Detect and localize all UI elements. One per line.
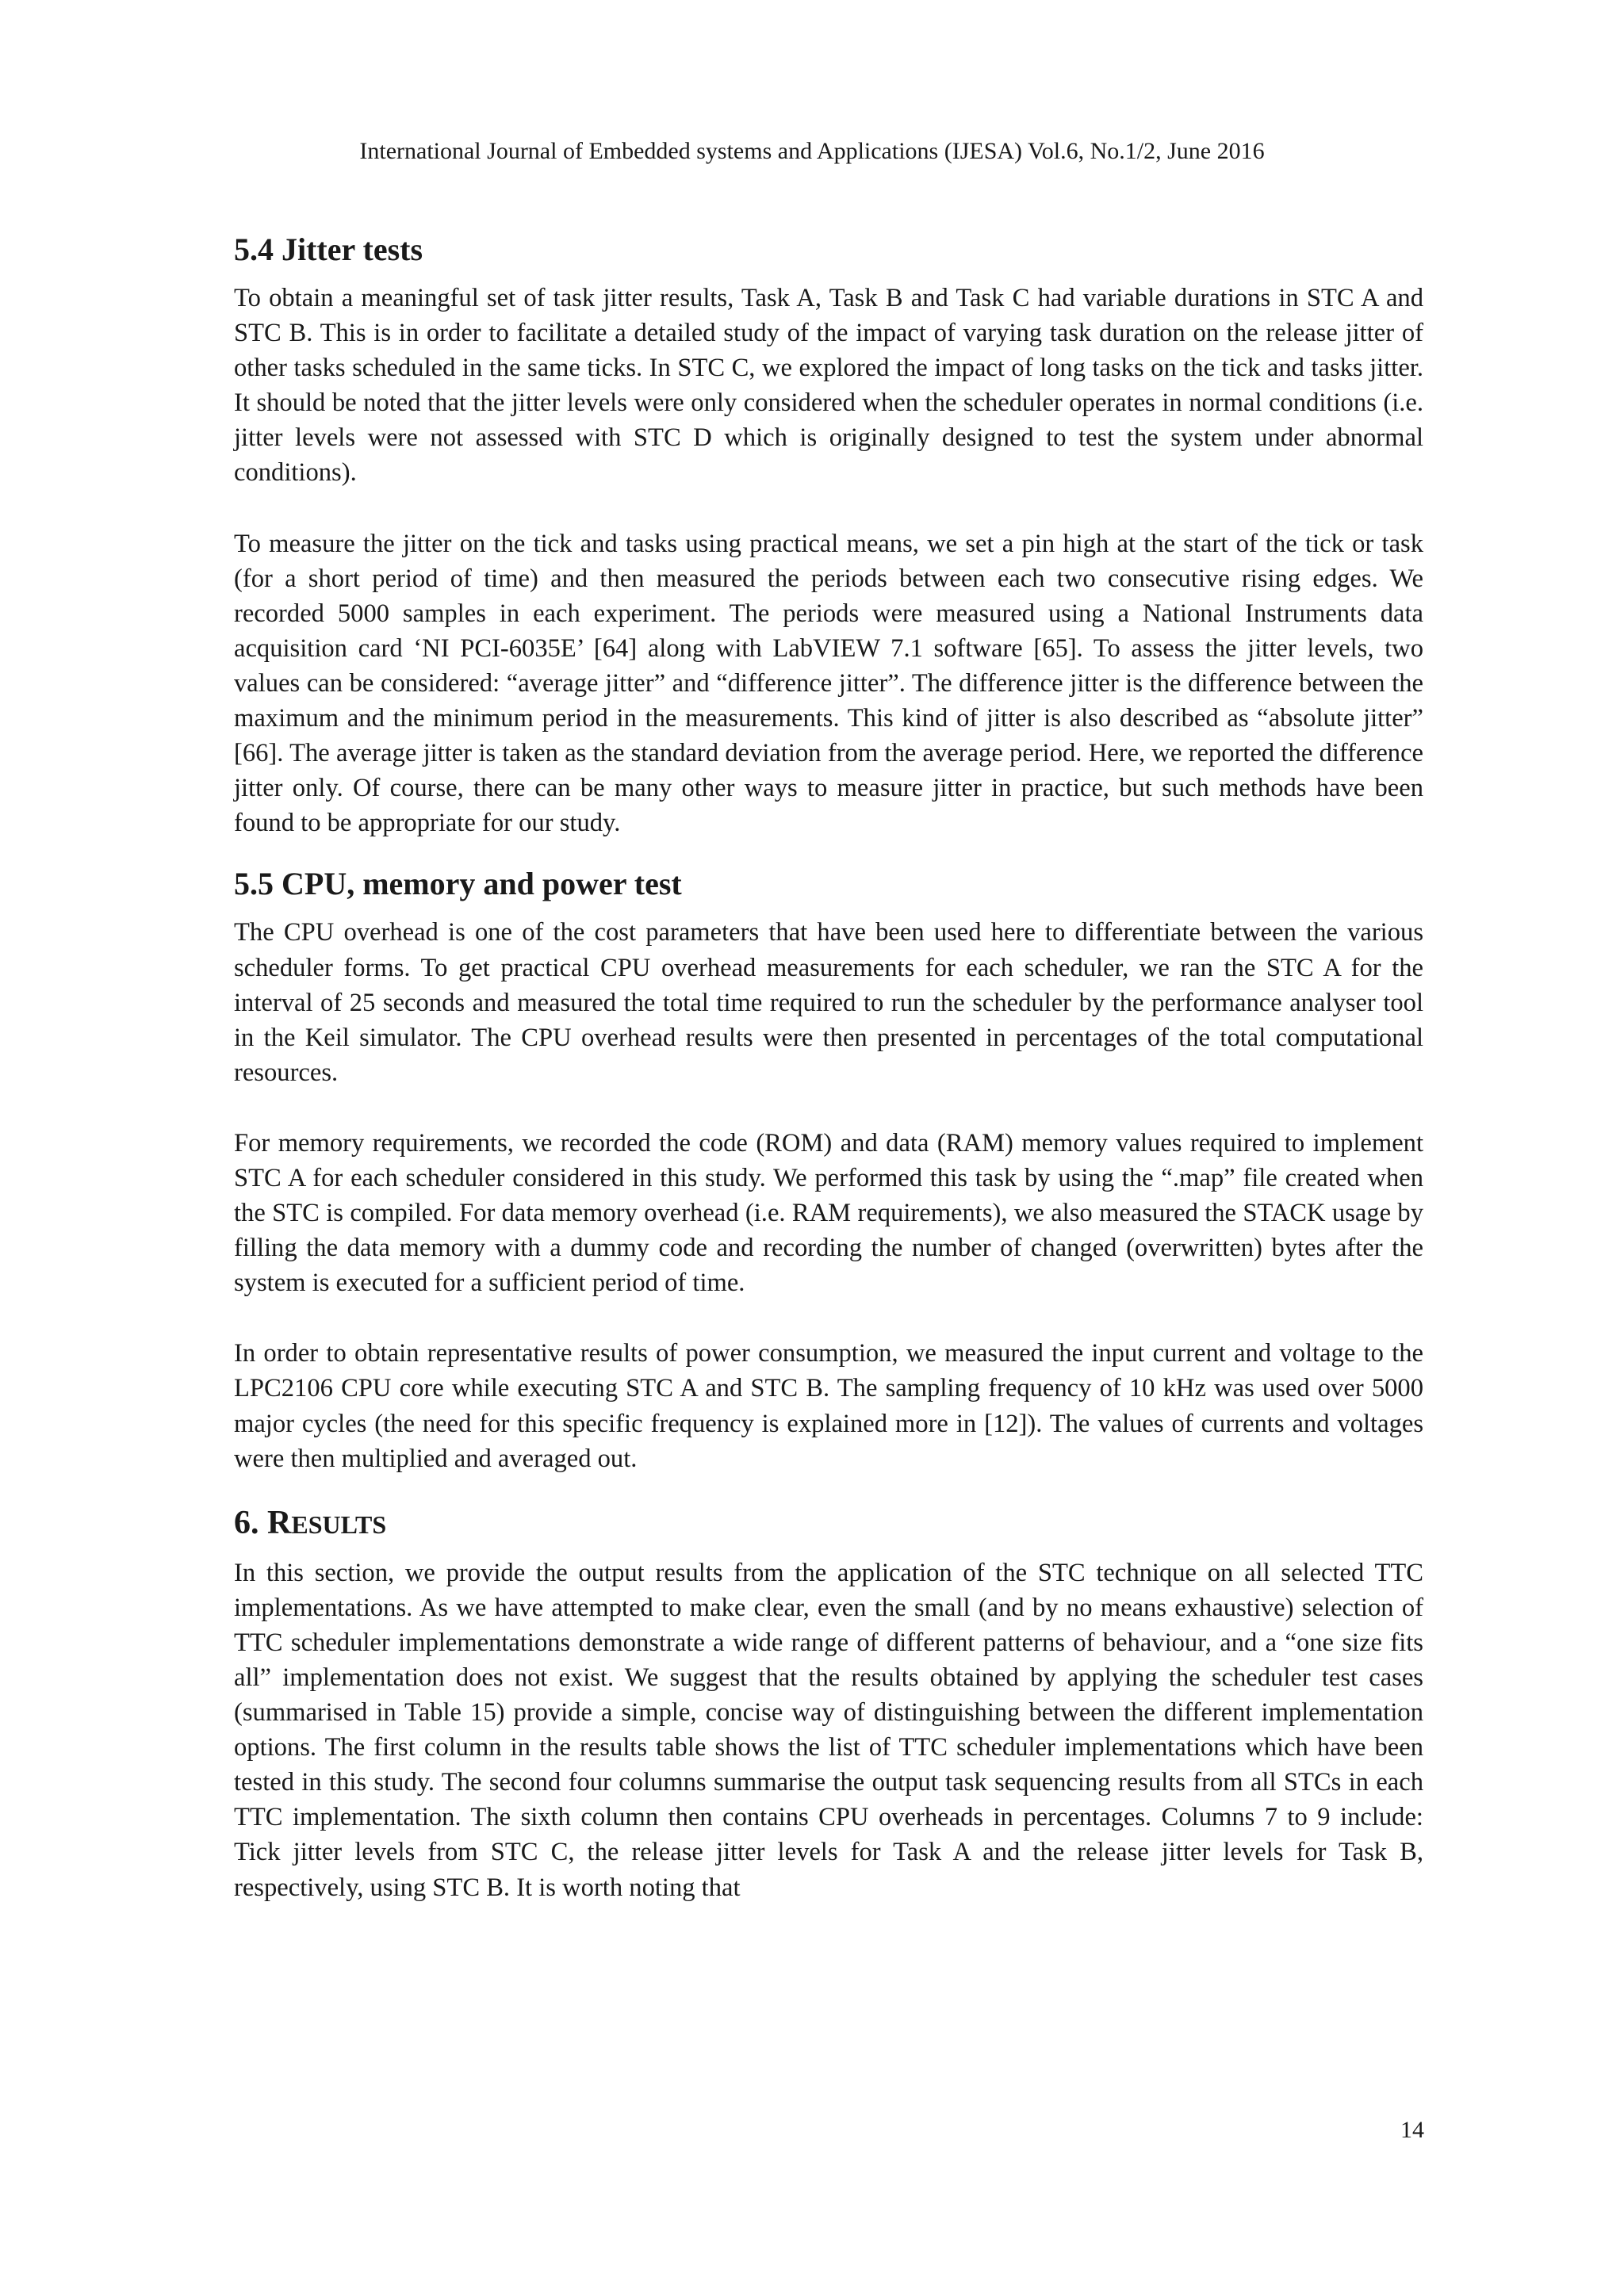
section-5-5-paragraph-3: In order to obtain representative results of power consumption, we measured the input current and voltage to the LPC2106 CPU core while executing STC A and STC B. The sampling frequency of 10 kHz was used over 5000 major cycles (the need for this specific frequency is explained more in [12]). The values of currents and voltages were then multiplied and averaged out. [234,1339,1423,1473]
section-5-4-paragraph-1: To obtain a meaningful set of task jitter results, Task A, Task B and Task C had variable durations in STC A and STC B. This is in order to facilitate a detailed study of the impact of varying task duration on the release jitter of other tasks scheduled in the same ticks. In STC C, we explored the impact of long tasks on the tick and tasks jitter. It should be noted that the jitter levels were only considered when the scheduler operates in normal conditions (i.e. jitter levels were not assessed with STC D which is originally designed to test the system under abnormal conditions). [234,284,1423,488]
section-5-4-heading: 5.4 Jitter tests [234,232,423,267]
section-5-5-heading: 5.5 CPU, memory and power test [234,866,682,902]
section-6-heading [234,1503,1423,1544]
section-5-5-paragraph-1: The CPU overhead is one of the cost parameters that have been used here to differentiate between the various scheduler forms. To get practical CPU overhead measurements for each scheduler, we ran the STC A for the interval of 25 seconds and measured the total time required to run the scheduler by the performance analyser tool in the Keil simulator. The CPU overhead results were then presented in percentages of the total computational resources. [234,918,1423,1087]
section-5-5-paragraph-2: For memory requirements, we recorded the code (ROM) and data (RAM) memory values required to implement STC A for each scheduler considered in this study. We performed this task by using the “.map” file created when the STC is compiled. For data memory overhead (i.e. RAM requirements), we also measured the STACK usage by filling the data memory with a dummy code and recording the number of changed (overwritten) bytes after the system is executed for a sufficient period of time. [234,1128,1423,1298]
page-body [234,230,1423,1905]
section-6-heading-number: 6. R [234,1504,292,1541]
page-number: 14 [1400,2117,1424,2143]
section-5-4-paragraph-2: To measure the jitter on the tick and tasks using practical means, we set a pin high at the start of the tick or task (for a short period of time) and then measured the periods between each two consecutive rising edges. We recorded 5000 samples in each experiment. The periods were measured using a National Instruments data acquisition card ‘NI PCI-6035E’ [64] along with LabVIEW 7.1 software [65]. To assess the jitter levels, two values can be considered: “average jitter” and “difference jitter”. The difference jitter is the difference between the maximum and the minimum period in the measurements. This kind of jitter is also described as “absolute jitter” [66]. The average jitter is taken as the standard deviation from the average period. Here, we reported the difference jitter only. Of course, there can be many other ways to measure jitter in practice, but such methods have been found to be appropriate for our study. [234,529,1423,838]
section-6-heading-rest: ESULTS [291,1510,387,1539]
section-6-paragraph-1: In this section, we provide the output results from the application of the STC technique on all selected TTC implementations. As we have attempted to make clear, even the small (and by no means exhaustive) selection of TTC scheduler implementations demonstrate a wide range of different patterns of behaviour, and a “one size fits all” implementation does not exist. We suggest that the results obtained by applying the scheduler test cases (summarised in Table 15) provide a simple, concise way of distinguishing between the different implementation options. The first column in the results table shows the list of TTC scheduler implementations which have been tested in this study. The second four columns summarise the output task sequencing results from all STCs in each TTC implementation. The sixth column then contains CPU overheads in percentages. Columns 7 to 9 include: Tick jitter levels from STC C, the release jitter levels for Task A and the release jitter levels for Task B, respectively, using STC B. It is worth noting that [234,1558,1423,1902]
running-header: International Journal of Embedded systems and Applications (IJESA) Vol.6, No.1/2, June 2016 [359,138,1265,164]
